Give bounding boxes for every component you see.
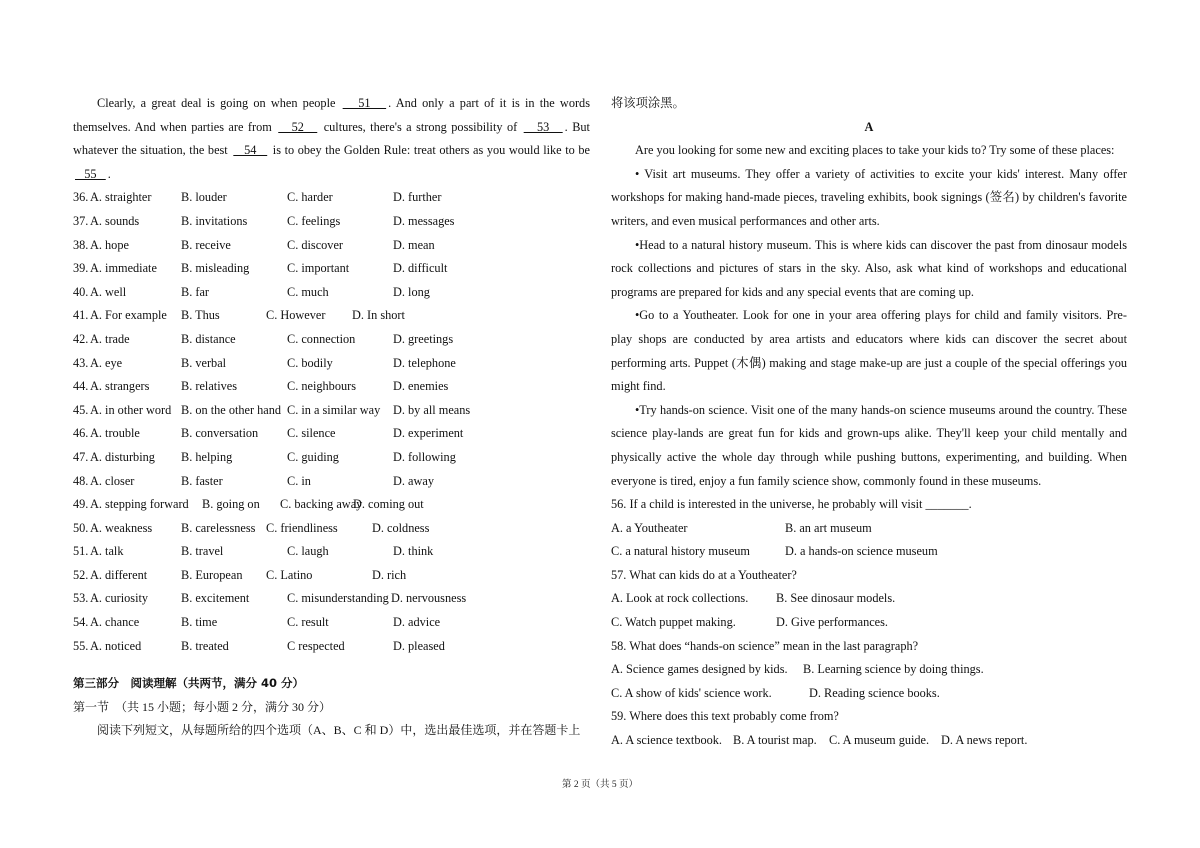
question-row bbox=[73, 493, 590, 517]
blank-51: 51 bbox=[342, 96, 387, 110]
option-d: D. by all means bbox=[393, 402, 471, 417]
question-row bbox=[73, 611, 590, 635]
paragraph-line: everyone is tired, enjoy a fun family science show, commonly found in these museums. bbox=[611, 473, 1042, 488]
option-b: B. going on bbox=[202, 497, 260, 512]
question-number: 51. bbox=[73, 544, 89, 559]
option-a: A. talk bbox=[90, 544, 124, 559]
option-d: D. messages bbox=[393, 213, 455, 228]
option-b: B. relatives bbox=[181, 379, 238, 394]
option-a: A. in other word bbox=[90, 402, 172, 417]
option-d: D. mean bbox=[393, 237, 435, 252]
option-c: C. connection bbox=[287, 331, 356, 346]
option-c: C. friendliness bbox=[266, 520, 338, 535]
instruction-continued: 将该项涂黑。 bbox=[611, 96, 685, 110]
paragraph-line: •Head to a natural history museum. This is where kids can discover the past from dinosaur models bbox=[635, 237, 1127, 252]
option-d: D. Reading science books. bbox=[809, 685, 940, 700]
passage-text: . bbox=[107, 166, 111, 181]
option-b: B. on the other hand bbox=[181, 402, 282, 417]
option-c: C. However bbox=[266, 308, 326, 323]
question-stem: 57. What can kids do at a Youtheater? bbox=[611, 567, 797, 582]
paragraph-line: • Visit art museums. They offer a variety of activities to excite your kids' interest. Many offer bbox=[635, 166, 1127, 181]
option-d: D. long bbox=[393, 284, 430, 299]
paragraph-line: physically active the whole day through while pushing buttons, experimenting, and building. When bbox=[611, 449, 1127, 464]
option-b: B. an art museum bbox=[785, 520, 872, 535]
option-row bbox=[611, 540, 1127, 564]
question-row bbox=[73, 635, 590, 659]
option-b: B. invitations bbox=[181, 213, 248, 228]
option-d: D. experiment bbox=[393, 426, 464, 441]
option-a: A. A science textbook. bbox=[611, 733, 722, 748]
option-c: C. result bbox=[287, 615, 329, 630]
option-a: A. strangers bbox=[90, 379, 150, 394]
option-a: A. a Youtheater bbox=[611, 520, 688, 535]
passage-text: . But bbox=[564, 119, 590, 134]
option-b: B. receive bbox=[181, 237, 231, 252]
option-b: B. louder bbox=[181, 190, 227, 205]
passage-text: . And only a part of it is in the words bbox=[388, 96, 590, 110]
paragraph-line: •Go to a Youtheater. Look for one in your area offering plays for child and family visitors. Pre- bbox=[635, 308, 1127, 323]
question-row bbox=[73, 328, 590, 352]
option-d: D. away bbox=[393, 473, 434, 488]
option-a: A. sounds bbox=[90, 213, 140, 228]
passage-line bbox=[73, 92, 590, 116]
option-b: B. travel bbox=[181, 544, 224, 559]
option-b: B. verbal bbox=[181, 355, 227, 370]
right-column bbox=[611, 92, 1127, 753]
question-row bbox=[73, 186, 590, 210]
question-row bbox=[73, 446, 590, 470]
option-c: C respected bbox=[287, 638, 345, 653]
paragraph-line: science play-lands are great fun for kids and grown-ups alike. They'll keep your child mentally and bbox=[611, 426, 1127, 441]
option-c: C. discover bbox=[287, 237, 344, 252]
option-b: B. carelessness bbox=[181, 520, 256, 535]
question-row bbox=[73, 399, 590, 423]
option-d: D. greetings bbox=[393, 331, 454, 346]
option-b: B. helping bbox=[181, 449, 233, 464]
question-number: 37. bbox=[73, 213, 89, 228]
question-number: 55. bbox=[73, 638, 89, 653]
question-stem: 59. Where does this text probably come from? bbox=[611, 709, 839, 724]
option-b: B. conversation bbox=[181, 426, 259, 441]
question-number: 41. bbox=[73, 308, 89, 323]
option-a: A. disturbing bbox=[90, 449, 155, 464]
question-row bbox=[73, 257, 590, 281]
option-c: C. laugh bbox=[287, 544, 329, 559]
question-row bbox=[73, 281, 590, 305]
question-number: 46. bbox=[73, 426, 89, 441]
option-a: A. immediate bbox=[90, 261, 157, 276]
cloze-questions bbox=[73, 186, 590, 658]
option-d: D. A news report. bbox=[941, 733, 1028, 748]
option-d: D. telephone bbox=[393, 355, 456, 370]
question-row bbox=[73, 587, 590, 611]
question-row bbox=[73, 210, 590, 234]
option-c: C. important bbox=[287, 261, 350, 276]
option-a: A. different bbox=[90, 567, 148, 582]
option-b: B. excitement bbox=[181, 591, 250, 606]
option-row bbox=[611, 517, 1127, 541]
blank-54: 54 bbox=[233, 143, 268, 158]
option-d: D. rich bbox=[372, 567, 407, 582]
blank-55: 55 bbox=[75, 166, 106, 181]
paragraph-line: performing arts. Puppet (木偶) making and stage make-up are just a couple of the special offerings you bbox=[611, 355, 1127, 370]
option-b: B. far bbox=[181, 284, 209, 299]
option-c: C. a natural history museum bbox=[611, 544, 751, 559]
option-d: D. coming out bbox=[353, 497, 424, 512]
option-a: A. well bbox=[90, 284, 127, 299]
question-stem: 56. If a child is interested in the universe, he probably will visit _______. bbox=[611, 497, 972, 512]
option-a: A. straighter bbox=[90, 190, 152, 205]
question-number: 49. bbox=[73, 497, 89, 512]
option-d: D. advice bbox=[393, 615, 441, 630]
question-number: 48. bbox=[73, 473, 89, 488]
option-a: A. trade bbox=[90, 331, 130, 346]
option-d: D. a hands-on science museum bbox=[785, 544, 938, 559]
question-number: 38. bbox=[73, 237, 89, 252]
option-d: D. following bbox=[393, 449, 456, 464]
option-b: B. time bbox=[181, 615, 218, 630]
left-column bbox=[73, 92, 590, 743]
option-c: C. A museum guide. bbox=[829, 733, 930, 748]
option-d: D. coldness bbox=[372, 520, 430, 535]
option-row bbox=[611, 611, 1127, 635]
option-a: A. stepping forward bbox=[90, 497, 189, 512]
option-a: A. eye bbox=[90, 355, 123, 370]
passage-text: whatever the situation, the best bbox=[73, 143, 232, 158]
question-number: 39. bbox=[73, 261, 89, 276]
option-c: C. Watch puppet making. bbox=[611, 615, 736, 630]
paragraph-line: rock collections and pictures of stars in the sky. Also, ask what kind of workshops and educational bbox=[611, 261, 1127, 276]
question-row bbox=[73, 422, 590, 446]
option-b: B. Thus bbox=[181, 308, 220, 323]
question-number: 50. bbox=[73, 520, 89, 535]
paragraph-line: workshops for making hand-made pieces, traveling exhibits, book signings (签名) by children's favorite bbox=[611, 190, 1127, 205]
question-row bbox=[73, 564, 590, 588]
option-c: C. much bbox=[287, 284, 329, 299]
option-a: A. For example bbox=[90, 308, 167, 323]
question-number: 53. bbox=[73, 591, 89, 606]
question-number: 44. bbox=[73, 379, 89, 394]
option-a: A. Look at rock collections. bbox=[611, 591, 749, 606]
option-b: B. Learning science by doing things. bbox=[803, 662, 984, 677]
question-number: 42. bbox=[73, 331, 89, 346]
option-c: C. guiding bbox=[287, 449, 339, 464]
blank-52: 52 bbox=[278, 119, 318, 134]
option-d: D. difficult bbox=[393, 261, 448, 276]
passage-intro: Are you looking for some new and exciting places to take your kids to? Try some of these places: bbox=[635, 143, 1115, 158]
option-c: C. silence bbox=[287, 426, 336, 441]
page-footer: 第 2 页（共 5 页） bbox=[561, 780, 638, 790]
option-d: D. pleased bbox=[393, 638, 445, 653]
option-a: A. Science games designed by kids. bbox=[611, 662, 788, 677]
passage-text: themselves. And when parties are from bbox=[73, 119, 277, 134]
option-b: B. faster bbox=[181, 473, 223, 488]
option-d: D. enemies bbox=[393, 379, 449, 394]
option-b: B. distance bbox=[181, 331, 236, 346]
paragraph-line: play shops are conducted by area artists and educators where kids can discover the secret about bbox=[611, 331, 1127, 346]
option-c: C. backing away bbox=[280, 497, 363, 512]
passage-text: cultures, there's a strong possibility of bbox=[319, 119, 522, 134]
option-d: D. think bbox=[393, 544, 434, 559]
option-row bbox=[611, 587, 1127, 611]
option-d: D. nervousness bbox=[391, 591, 467, 606]
passage-line bbox=[73, 139, 590, 163]
option-a: A. curiosity bbox=[90, 591, 149, 606]
question-row bbox=[73, 470, 590, 494]
option-c: C. misunderstanding bbox=[287, 591, 389, 606]
option-c: C. feelings bbox=[287, 213, 341, 228]
option-row bbox=[611, 658, 1127, 682]
passage-line bbox=[73, 163, 590, 187]
paragraph-line: programs are prepared for kids and any special events that are coming up. bbox=[611, 284, 974, 299]
option-b: B. See dinosaur models. bbox=[776, 591, 896, 606]
passage-text: Clearly, a great deal is going on when people bbox=[97, 96, 341, 110]
section-title: 第三部分 阅读理解（共两节，满分 40 分） bbox=[73, 676, 305, 691]
option-a: A. trouble bbox=[90, 426, 140, 441]
option-c: C. Latino bbox=[266, 567, 313, 582]
option-c: C. neighbours bbox=[287, 379, 356, 394]
option-a: A. weakness bbox=[90, 520, 153, 535]
question-row bbox=[73, 234, 590, 258]
option-b: B. A tourist map. bbox=[733, 733, 817, 748]
option-c: C. harder bbox=[287, 190, 333, 205]
option-a: A. chance bbox=[90, 615, 140, 630]
option-row bbox=[611, 682, 1127, 706]
question-row bbox=[73, 540, 590, 564]
question-number: 43. bbox=[73, 355, 89, 370]
blank-53: 53 bbox=[523, 119, 563, 134]
option-b: B. misleading bbox=[181, 261, 250, 276]
option-d: D. Give performances. bbox=[776, 615, 888, 630]
option-d: D. further bbox=[393, 190, 442, 205]
question-row bbox=[73, 517, 590, 541]
option-c: C. bodily bbox=[287, 355, 333, 370]
question-row bbox=[73, 304, 590, 328]
passage-label: A bbox=[864, 119, 874, 134]
option-a: A. closer bbox=[90, 473, 135, 488]
option-c: C. A show of kids' science work. bbox=[611, 685, 772, 700]
question-number: 45. bbox=[73, 402, 89, 417]
option-b: B. European bbox=[181, 567, 243, 582]
question-row bbox=[73, 352, 590, 376]
question-number: 36. bbox=[73, 190, 89, 205]
question-row bbox=[73, 375, 590, 399]
paragraph-line: •Try hands-on science. Visit one of the many hands-on science museums around the country. These bbox=[635, 402, 1127, 417]
question-stem: 58. What does “hands-on science” mean in the last paragraph? bbox=[611, 638, 919, 653]
option-a: A. hope bbox=[90, 237, 129, 252]
instruction-text: 阅读下列短文，从每题所给的四个选项（A、B、C 和 D）中，选出最佳选项，并在答题卡上 bbox=[97, 723, 581, 738]
option-b: B. treated bbox=[181, 638, 229, 653]
question-number: 47. bbox=[73, 449, 89, 464]
option-a: A. noticed bbox=[90, 638, 142, 653]
paragraph-line: writers, and even musical performances and other arts. bbox=[611, 213, 880, 228]
option-c: C. in bbox=[287, 473, 311, 488]
paragraph-line: might find. bbox=[611, 379, 666, 394]
passage-text: is to obey the Golden Rule: treat others as you would like to be bbox=[269, 143, 590, 158]
question-number: 52. bbox=[73, 567, 89, 582]
question-number: 40. bbox=[73, 284, 89, 299]
subsection-title: 第一节 （共 15 小题；每小题 2 分，满分 30 分） bbox=[73, 699, 332, 714]
option-row bbox=[611, 729, 1127, 753]
option-d: D. In short bbox=[352, 308, 405, 323]
passage-line bbox=[73, 116, 590, 140]
question-number: 54. bbox=[73, 615, 89, 630]
option-c: C. in a similar way bbox=[287, 402, 381, 417]
